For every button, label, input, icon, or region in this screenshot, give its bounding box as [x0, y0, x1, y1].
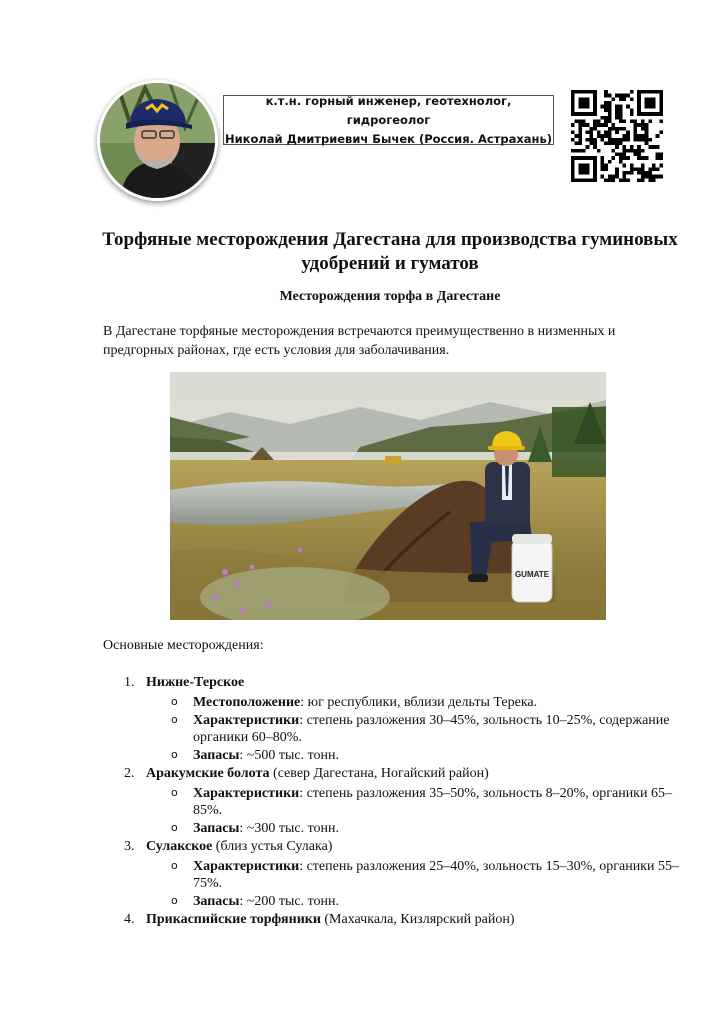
- deposit-item: [124, 838, 684, 910]
- detail-item: [171, 820, 684, 837]
- landscape-illustration: [170, 372, 606, 620]
- author-avatar: [97, 80, 218, 201]
- deposit-note: (близ устья Сулака): [212, 839, 333, 854]
- author-portrait-image: [100, 83, 215, 198]
- section-title: Месторождения торфа в Дагестане: [279, 289, 501, 304]
- detail-text: : степень разложения 25–40%, зольность 15–30%, органики 55–75%.: [193, 859, 679, 891]
- deposit-name: Нижне-Терское: [146, 675, 245, 690]
- intro-paragraph: В Дагестане торфяные месторождения встречаются преимущественно в низменных и предгорных районах, где есть условия для заболачивания.: [103, 324, 616, 358]
- deposit-details: [171, 785, 684, 837]
- deposit-note: (север Дагестана, Ногайский район): [269, 766, 489, 781]
- deposit-name: Сулакское: [146, 839, 213, 854]
- deposit-item: [124, 674, 684, 764]
- author-credentials: к.т.н. горный инженер, геотехнолог, гидрогеолог: [265, 93, 512, 127]
- deposit-list: [124, 674, 684, 929]
- deposit-name: Прикаспийские торфяники: [146, 912, 321, 927]
- detail-text: : юг республики, вблизи дельты Терека.: [300, 695, 538, 710]
- qr-code-graphic: [571, 90, 663, 182]
- deposit-number: 4.: [124, 912, 135, 927]
- deposit-details: [171, 858, 684, 910]
- author-info-box: [223, 95, 554, 145]
- detail-text: : ~200 тыс. тонн.: [239, 894, 340, 909]
- page-title: Торфяные месторождения Дагестана для производства гуминовых удобрений и гуматов: [102, 229, 678, 274]
- detail-item: [171, 858, 684, 892]
- list-heading: Основные месторождения:: [103, 638, 264, 653]
- detail-key: Местоположение: [193, 695, 301, 710]
- detail-key: Запасы: [193, 894, 240, 909]
- detail-item: [171, 893, 684, 910]
- deposit-item: [124, 765, 684, 837]
- detail-text: : степень разложения 35–50%, зольность 8–20%, органики 65–85%.: [193, 786, 672, 818]
- detail-text: : ~300 тыс. тонн.: [239, 821, 340, 836]
- peat-field-image: [170, 372, 606, 620]
- deposit-item: [124, 911, 684, 928]
- detail-key: Характеристики: [193, 859, 300, 874]
- detail-item: [171, 712, 684, 746]
- qr-code-icon[interactable]: [571, 90, 663, 182]
- detail-item: [171, 694, 684, 711]
- deposit-number: 3.: [124, 839, 135, 854]
- deposit-note: (Махачкала, Кизлярский район): [320, 912, 515, 927]
- deposit-number: 2.: [124, 766, 135, 781]
- deposit-details: [171, 694, 684, 764]
- detail-key: Характеристики: [193, 713, 300, 728]
- deposit-name: Аракумские болота: [146, 766, 270, 781]
- deposit-number: 1.: [124, 675, 135, 690]
- detail-key: Характеристики: [193, 786, 300, 801]
- detail-text: : степень разложения 30–45%, зольность 10–25%, содержание органики 60–80%.: [193, 713, 670, 745]
- detail-key: Запасы: [193, 748, 240, 763]
- author-name: Николай Дмитриевич Бычек (Россия. Астрахань): [224, 131, 553, 146]
- detail-text: : ~500 тыс. тонн.: [239, 748, 340, 763]
- detail-item: [171, 785, 684, 819]
- detail-key: Запасы: [193, 821, 240, 836]
- detail-item: [171, 747, 684, 764]
- container-label: GUMATE: [514, 570, 550, 579]
